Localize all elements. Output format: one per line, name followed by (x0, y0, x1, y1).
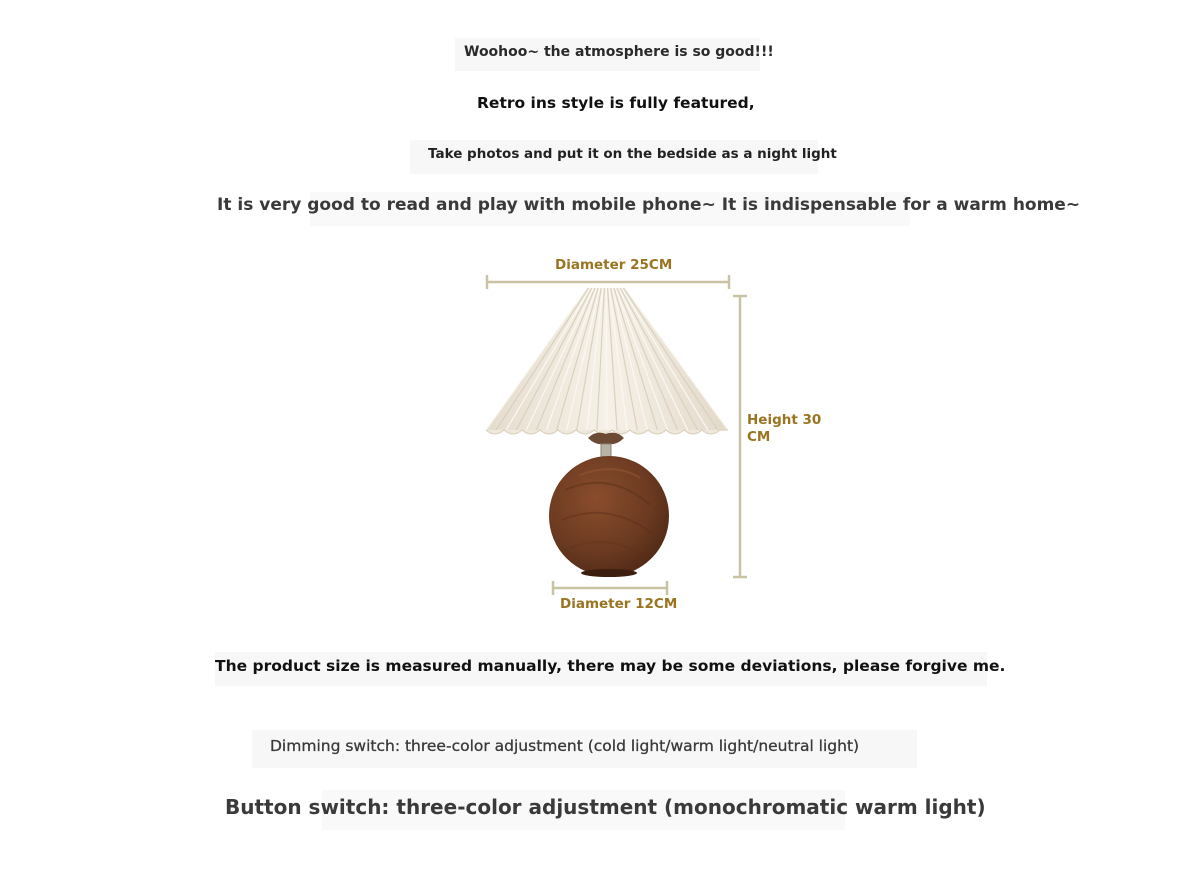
retro-style-text: Retro ins style is fully featured, (477, 94, 755, 112)
base-diameter-label: Diameter 12CM (560, 596, 678, 612)
height-line (733, 296, 747, 577)
reading-text: It is very good to read and play with mobile phone~ It is indispensable for a warm home~ (217, 195, 1081, 215)
bedside-photo-text: Take photos and put it on the bedside as a night light (428, 146, 837, 162)
lamp-wooden-base (549, 456, 669, 577)
height-label: Height 30 CM (747, 412, 822, 445)
shade-diameter-label: Diameter 25CM (555, 257, 673, 273)
lamp-image (470, 270, 760, 600)
shade-diameter-line (487, 275, 729, 289)
dimming-switch-text: Dimming switch: three-color adjustment (cold light/warm light/neutral light) (270, 737, 860, 755)
button-switch-text: Button switch: three-color adjustment (monochromatic warm light) (225, 795, 986, 819)
atmosphere-text: Woohoo~ the atmosphere is so good!!! (464, 44, 774, 60)
base-diameter-line (553, 581, 667, 595)
lamp-shade (486, 288, 728, 434)
measurement-disclaimer-text: The product size is measured manually, there may be some deviations, please forgive me. (215, 657, 1006, 675)
